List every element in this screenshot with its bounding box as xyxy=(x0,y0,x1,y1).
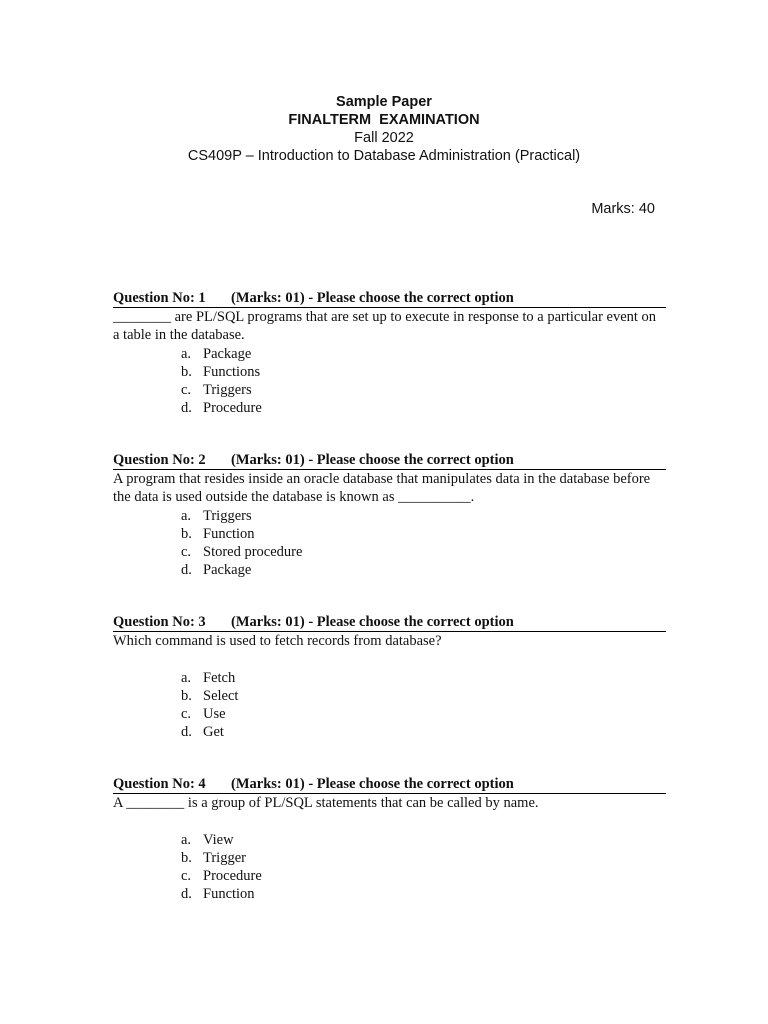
question-4 xyxy=(113,776,666,903)
question-3 xyxy=(113,614,666,741)
option-text: Function xyxy=(203,885,255,902)
option-letter: c. xyxy=(181,381,192,398)
question-heading xyxy=(113,290,666,308)
option-letter: a. xyxy=(181,507,192,524)
question-number: Question No: 3 xyxy=(113,614,206,630)
option-c xyxy=(113,381,666,399)
option-b xyxy=(113,849,666,867)
total-marks: Marks: 40 xyxy=(591,201,655,217)
option-text: Get xyxy=(203,723,224,740)
option-letter: c. xyxy=(181,705,192,722)
option-text: Use xyxy=(203,705,226,722)
question-number: Question No: 4 xyxy=(113,776,206,792)
option-text: Triggers xyxy=(203,381,252,398)
option-d xyxy=(113,885,666,903)
question-text: A program that resides inside an oracle database that manipulates data in the database before the data is used outside the database is known as __________. xyxy=(113,471,651,505)
option-text: Fetch xyxy=(203,669,236,686)
question-number: Question No: 1 xyxy=(113,290,206,306)
option-text: Trigger xyxy=(203,849,246,866)
option-letter: c. xyxy=(181,543,192,560)
question-marks: (Marks: 01) - Please choose the correct option xyxy=(231,290,514,306)
question-text: A ________ is a group of PL/SQL statements that can be called by name. xyxy=(113,795,539,811)
option-text: Package xyxy=(203,561,252,578)
paper-header xyxy=(0,93,768,165)
option-text: View xyxy=(203,831,234,848)
option-c xyxy=(113,543,666,561)
course-title: CS409P – Introduction to Database Administration (Practical) xyxy=(187,148,581,164)
option-text: Select xyxy=(203,687,239,704)
option-letter: b. xyxy=(181,363,192,380)
option-letter: d. xyxy=(181,399,192,416)
option-text: Functions xyxy=(203,363,261,380)
option-list xyxy=(113,831,666,903)
paper-title: Sample Paper xyxy=(336,94,432,110)
option-letter: a. xyxy=(181,669,192,686)
option-b xyxy=(113,525,666,543)
option-text: Stored procedure xyxy=(203,543,303,560)
option-text: Package xyxy=(203,345,252,362)
option-b xyxy=(113,363,666,381)
option-c xyxy=(113,705,666,723)
option-letter: b. xyxy=(181,687,192,704)
question-heading xyxy=(113,614,666,632)
option-letter: a. xyxy=(181,345,192,362)
exam-name: FINALTERM EXAMINATION xyxy=(288,112,480,128)
option-b xyxy=(113,687,666,705)
question-marks: (Marks: 01) - Please choose the correct option xyxy=(231,776,514,792)
option-text: Function xyxy=(203,525,255,542)
question-marks: (Marks: 01) - Please choose the correct option xyxy=(231,614,514,630)
option-a xyxy=(113,669,666,687)
question-2 xyxy=(113,452,666,579)
option-text: Triggers xyxy=(203,507,252,524)
option-letter: b. xyxy=(181,525,192,542)
question-1 xyxy=(113,290,666,417)
option-a xyxy=(113,831,666,849)
option-d xyxy=(113,399,666,417)
option-letter: d. xyxy=(181,885,192,902)
option-letter: d. xyxy=(181,723,192,740)
option-list xyxy=(113,345,666,417)
question-heading xyxy=(113,776,666,794)
option-a xyxy=(113,507,666,525)
option-letter: b. xyxy=(181,849,192,866)
question-heading xyxy=(113,452,666,470)
option-letter: d. xyxy=(181,561,192,578)
option-list xyxy=(113,507,666,579)
question-text: Which command is used to fetch records from database? xyxy=(113,633,442,649)
question-marks: (Marks: 01) - Please choose the correct option xyxy=(231,452,514,468)
option-list xyxy=(113,669,666,741)
option-text: Procedure xyxy=(203,867,262,884)
option-text: Procedure xyxy=(203,399,262,416)
option-letter: a. xyxy=(181,831,192,848)
question-number: Question No: 2 xyxy=(113,452,206,468)
question-text: ________ are PL/SQL programs that are set up to execute in response to a particular event on a table in the database. xyxy=(113,309,657,343)
option-a xyxy=(113,345,666,363)
option-letter: c. xyxy=(181,867,192,884)
option-c xyxy=(113,867,666,885)
exam-term: Fall 2022 xyxy=(354,130,414,146)
option-d xyxy=(113,561,666,579)
option-d xyxy=(113,723,666,741)
